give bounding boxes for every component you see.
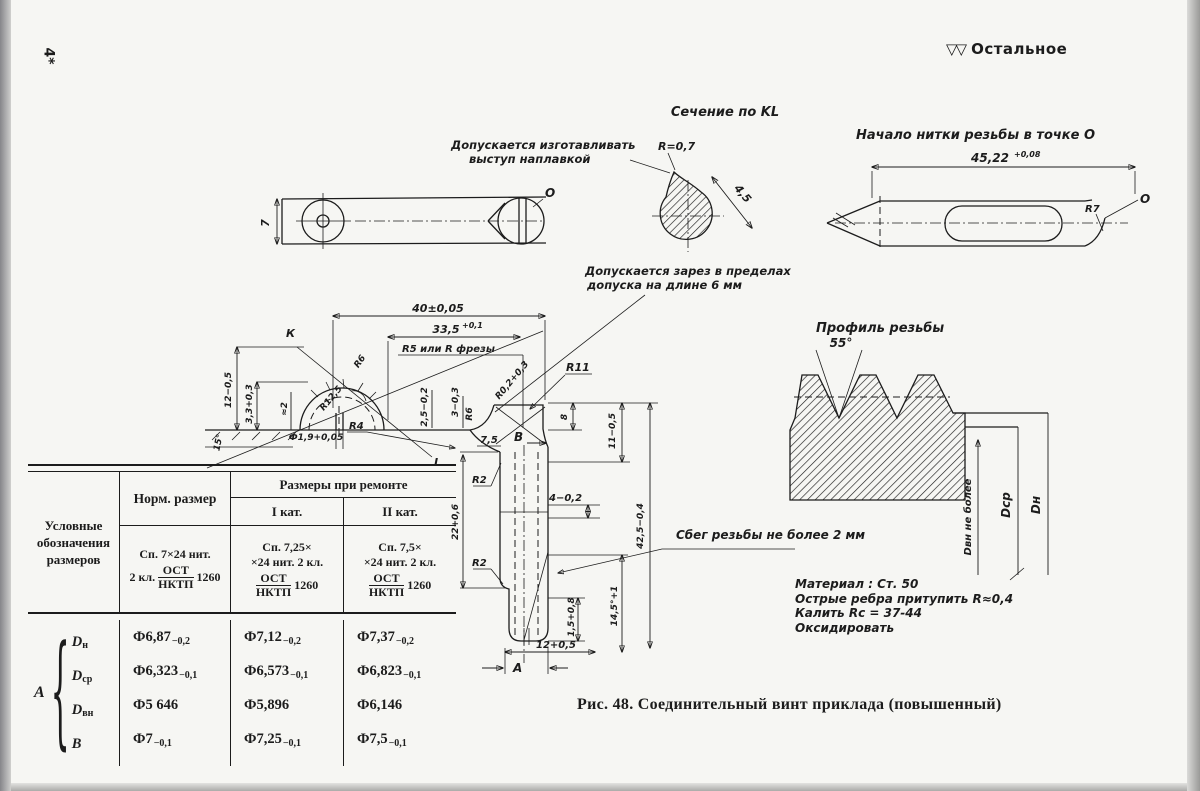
profile-dvn-label: Dвн не более xyxy=(963,478,974,556)
norm-spec-prefix: 2 кл. xyxy=(129,570,156,584)
dim-dia19-label: Ф1,9+0,05 xyxy=(288,433,344,443)
dim-15mm-label: 1,5+0,8 xyxy=(567,597,577,637)
side-view-title: Начало нитки резьбы в точке O xyxy=(856,128,1096,143)
cat2-spec-cell xyxy=(344,526,456,612)
dim-8-label: 8 xyxy=(560,413,570,421)
cat1-spec-number: 1260 xyxy=(294,577,319,592)
material-notes xyxy=(795,577,1013,635)
dim-15deg-label: 15° xyxy=(212,433,226,452)
designations-line2: обозначения xyxy=(36,534,111,550)
value-cell: Ф6,146 xyxy=(357,696,403,713)
weld-note-line1: Допускается изготавливать xyxy=(451,138,636,152)
value-cell: Ф6,823 $_{-0,1}$ xyxy=(357,662,422,681)
cat1-spec-line2: ×24 нит. 2 кл. xyxy=(250,554,324,569)
dim-3-label: 3−0,3 xyxy=(451,387,461,417)
section-radius-label: R=0,7 xyxy=(658,140,696,153)
cat2-spec-number: 1260 xyxy=(407,577,432,592)
material-line4: Оксидировать xyxy=(795,620,895,635)
dim-40-label: 40±0,05 xyxy=(412,302,464,315)
dim-mill-label: R5 или R фрезы xyxy=(402,344,495,355)
point-l-label: L xyxy=(434,456,442,469)
cat2-spec-line1: Сп. 7,5× xyxy=(378,539,422,554)
value-cell: Ф6,87 $_{-0,2}$ xyxy=(133,628,191,647)
cat1-frac-bottom: НКТП xyxy=(255,584,292,599)
norm-frac-bottom: НКТП xyxy=(158,577,194,591)
profile-view-title: Профиль резьбы xyxy=(816,321,945,336)
row-name-b: В xyxy=(71,735,82,752)
cut-note xyxy=(585,265,825,292)
value-cell: Ф6,323 $_{-0,1}$ xyxy=(133,662,198,681)
value-cell: Ф7,25 $_{-0,1}$ xyxy=(244,730,302,749)
table-header xyxy=(28,472,456,612)
dim-b-label: В xyxy=(514,430,524,444)
finish-triangles-icon: ▽▽ xyxy=(946,40,966,58)
dim-r2-top-label: R2 xyxy=(472,475,487,486)
dim-11-label: 11−0,5 xyxy=(608,412,618,450)
value-cell: Ф7,37 $_{-0,2}$ xyxy=(357,628,415,647)
dim-145deg-label: 14,5°+1 xyxy=(610,585,620,627)
side-length-label: 45,22 xyxy=(971,151,1009,165)
material-line1: Материал : Ст. 50 xyxy=(795,577,919,591)
dim-a-label: А xyxy=(513,661,523,675)
dim-r11-label: R11 xyxy=(566,361,590,374)
table-col-designations-header xyxy=(28,472,120,612)
point-k-label: К xyxy=(286,327,295,340)
value-cell: Ф5 646 xyxy=(133,696,179,713)
figure-caption: Рис. 48. Соединительный винт приклада (повышенный) xyxy=(577,696,1002,713)
norm-spec-line1: Сп. 7×24 нит. xyxy=(139,547,211,561)
cut-note-line1: Допускается зарез в пределах xyxy=(585,264,791,278)
norm-spec-number: 1260 xyxy=(196,570,221,584)
point-o-label: O xyxy=(545,186,556,200)
dim-r2-bot-label: R2 xyxy=(472,558,487,569)
scan-edge-bottom xyxy=(0,783,1200,791)
section-size-label: 4,5 xyxy=(731,182,754,206)
dim-335-tol-label: +0,1 xyxy=(462,321,483,330)
profile-angle-label: 55° xyxy=(829,336,853,350)
side-length-tol-label: +0,08 xyxy=(1014,150,1041,159)
profile-dsr-label: Dср xyxy=(999,492,1013,518)
side-fillet-label: R7 xyxy=(1085,204,1100,215)
value-cell: Ф5,896 xyxy=(244,696,290,713)
finish-label: Остальное xyxy=(971,40,1068,58)
cat1-spec-fraction xyxy=(256,572,291,599)
surface-finish-note xyxy=(946,40,1067,58)
table-col-norm-header: Норм. размер xyxy=(120,472,231,526)
dim-335-label: 33,5 xyxy=(432,323,460,336)
row-name-dn: D $_н$ xyxy=(71,633,89,651)
dim-4-label: 4−0,2 xyxy=(549,493,583,504)
table-col-cat1-values xyxy=(231,620,344,766)
cat2-frac-bottom: НКТП xyxy=(368,584,405,599)
dim-r02-label: R0,2+0,3 xyxy=(493,359,532,402)
row-name-dsr: D $_{ср}$ xyxy=(71,667,93,685)
designations-line3: размеров xyxy=(46,551,101,567)
dim-r6-top-label: R6 xyxy=(352,353,369,371)
dim-r125-label: R12,5 xyxy=(318,384,345,414)
top-view-drawing xyxy=(259,186,555,249)
side-point-o-label: O xyxy=(1140,192,1151,206)
cut-note-line2: допуска на длине 6 мм xyxy=(587,277,743,292)
value-cell: Ф7 $_{-0,1}$ xyxy=(133,730,172,749)
side-view-drawing xyxy=(827,150,1150,250)
cat2-frac-top: ОСТ xyxy=(369,572,404,586)
scan-edge-left xyxy=(0,0,11,791)
value-cell: Ф7,5 $_{-0,1}$ xyxy=(357,730,407,749)
dim-approx2-label: ≈2 xyxy=(280,402,290,416)
group-label: А xyxy=(34,684,45,701)
dim-7-label: 7 xyxy=(259,219,272,227)
dim-33-label: 3,3+0,3 xyxy=(245,384,255,424)
dim-12-label: 12−0,5 xyxy=(224,371,234,409)
dim-22-label: 22+0,6 xyxy=(451,503,461,541)
cat2-spec-fraction xyxy=(369,572,404,599)
weld-note-line2: выступ наплавкой xyxy=(469,151,591,166)
table-top-rule xyxy=(28,464,456,472)
table-row-names xyxy=(28,620,120,766)
dim-12b-label: 12+0,5 xyxy=(535,640,577,651)
table-col-norm-values xyxy=(120,620,231,766)
runout-note: Сбег резьбы не более 2 мм xyxy=(676,528,866,542)
dim-425-label: 42,5−0,4 xyxy=(636,503,646,549)
material-line2: Острые ребра притупить R≈0,4 xyxy=(795,591,1014,606)
profile-dn-label: Dн xyxy=(1029,495,1043,515)
norm-frac-top: ОСТ xyxy=(158,564,193,578)
table-col-cat2-values xyxy=(344,620,456,766)
norm-spec-fraction xyxy=(158,564,193,591)
weld-note xyxy=(451,139,661,166)
cat2-spec-line2: ×24 нит. 2 кл. xyxy=(363,554,437,569)
dim-25-label: 2,5−0,2 xyxy=(420,387,430,427)
table-cat2-header: II кат. xyxy=(344,498,456,526)
scan-edge-right xyxy=(1187,0,1200,791)
table-repair-header: Размеры при ремонте xyxy=(231,472,456,498)
value-cell: Ф6,573 $_{-0,1}$ xyxy=(244,662,309,681)
dim-r6-side-label: R6 xyxy=(465,407,475,421)
row-name-dvn: D $_{вн}$ xyxy=(71,701,94,719)
norm-spec-cell xyxy=(120,526,231,612)
dim-r4-label: R4 xyxy=(349,421,364,432)
value-cell: Ф7,12 $_{-0,2}$ xyxy=(244,628,302,647)
thread-profile-drawing xyxy=(790,336,1048,580)
page-corner-mark: 4* xyxy=(40,47,57,65)
group-brace: { xyxy=(50,621,70,765)
dimension-table xyxy=(28,464,456,766)
material-line3: Калить Rс = 37-44 xyxy=(795,606,922,620)
table-body xyxy=(28,614,456,766)
table-cat1-header: I кат. xyxy=(231,498,344,526)
section-view-title: Сечение по KL xyxy=(670,105,780,120)
dim-75-label: 7,5 xyxy=(480,435,498,446)
cat1-spec-cell xyxy=(231,526,344,612)
cat1-frac-top: ОСТ xyxy=(256,572,291,586)
designations-line1: Условные xyxy=(44,517,103,533)
cat1-spec-line1: Сп. 7,25× xyxy=(262,539,312,554)
